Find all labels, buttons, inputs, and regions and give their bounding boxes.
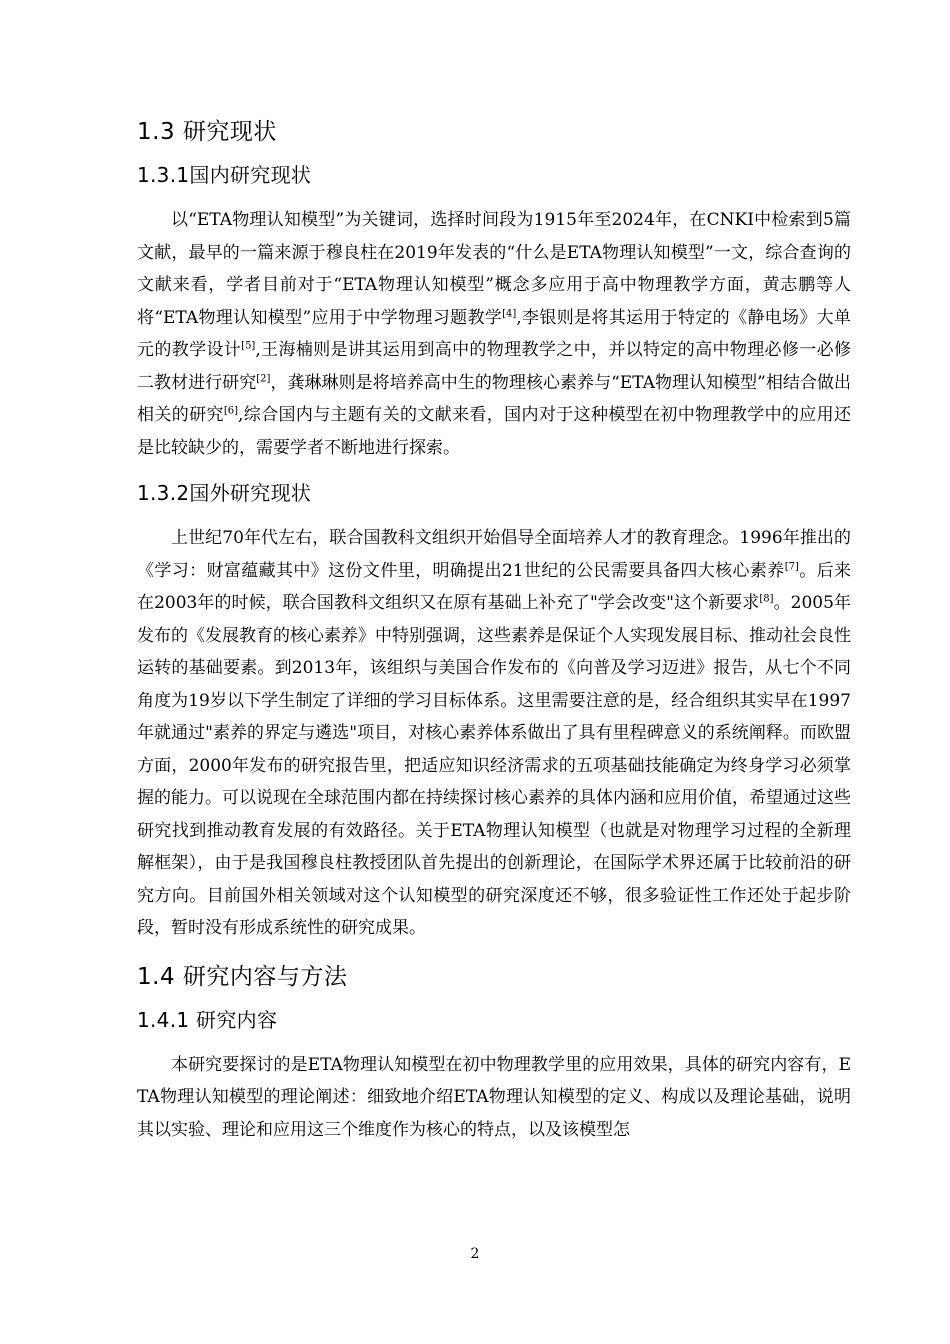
heading-1-3-2: 1.3.2国外研究现状: [137, 481, 312, 505]
citation-ref: [6]: [223, 405, 238, 417]
citation-ref: [7]: [784, 560, 799, 572]
text-run: 上世纪70年代左右，联合国教科文组织开始倡导全面培养人才的教育理念。1996年推出的《学习：财富蕴藏其中》这份文件里，明确提出21世纪的公民需要具备四大核心素养: [137, 528, 851, 581]
citation-ref: [4]: [502, 307, 517, 319]
text-run: ,综合国内与主题有关的文献来看，国内对于这种模型在初中物理教学中的应用还是比较缺少的，需要学者不断地进行探索。: [137, 405, 852, 458]
paragraph-domestic-research: [137, 204, 851, 464]
text-run: ，龚琳琳则是将培养高中生的物理核心素养与“ETA物理认知模型”相结合做出相关的研究: [137, 372, 852, 425]
paragraph-foreign-research: [137, 522, 851, 945]
text-run: ,王海楠则是讲其运用到高中的物理教学之中，并以特定的高中物理必修一必修二教材进行研究: [137, 340, 852, 393]
heading-1-3-1: 1.3.1国内研究现状: [137, 163, 312, 187]
citation-ref: [8]: [759, 593, 774, 605]
heading-1-3: 1.3 研究现状: [137, 119, 277, 145]
text-run: 。后来在2003年的时候，联合国教科文组织又在原有基础上补充了"学会改变"这个新要求: [137, 560, 851, 613]
text-run: 。2005年发布的《发展教育的核心素养》中特别强调，这些素养是保证个人实现发展目标、推动社会良性运转的基础要素。到2013年，该组织与美国合作发布的《向普及学习迈进》报告，从七个不同角度为19岁以下学生制定了详细的学习目标体系。这里需要注意的是，经合组织其实早在1997年就通过"素养的界定与遴选"项目，对核心素养体系做出了具有里程碑意义的系统阐释。而欧盟方面，2000年发布的研究报告里，把适应知识经济需求的五项基础技能确定为终身学习必须掌握的能力。可以说现在全球范围内都在持续探讨核心素养的具体内涵和应用价值，希望通过这些研究找到推动教育发展的有效路径。关于ETA物理认知模型（也就是对物理学习过程的全新理解框架），由于是我国穆良柱教授团队首先提出的创新理论，在国际学术界还属于比较前沿的研究方向。目前国外相关领域对这个认知模型的研究深度还不够，很多验证性工作还处于起步阶段，暂时没有形成系统性的研究成果。: [137, 593, 851, 938]
heading-1-4-1: 1.4.1 研究内容: [137, 1007, 278, 1032]
text-run: 以“ETA物理认知模型”为关键词，选择时间段为1915年至2024年，在CNKI中检索到5篇文献，最早的一篇来源于穆良柱在2019年发表的“什么是ETA物理认知模型”一文，综合查询的文献来看，学者目前对于“ETA物理认知模型”概念多应用于高中物理教学方面，黄志鹏等人将“ETA物理认知模型”应用于中学物理习题教学: [137, 210, 851, 328]
citation-ref: [2]: [256, 372, 271, 384]
heading-1-4: 1.4 研究内容与方法: [137, 963, 348, 990]
text-run: ,李银则是将其运用于特定的《静电场》大单元的教学设计: [137, 307, 852, 360]
page-content: [137, 112, 851, 1146]
page-number: 2: [470, 1246, 480, 1262]
paragraph-research-content: 本研究要探讨的是ETA物理认知模型在初中物理教学里的应用效果，具体的研究内容有，ETA物理认知模型的理论阐述：细致地介绍ETA物理认知模型的定义、构成以及理论基础，说明其以实验、理论和应用这三个维度作为核心的特点，以及该模型怎: [137, 1054, 851, 1140]
citation-ref: [5]: [241, 340, 256, 352]
